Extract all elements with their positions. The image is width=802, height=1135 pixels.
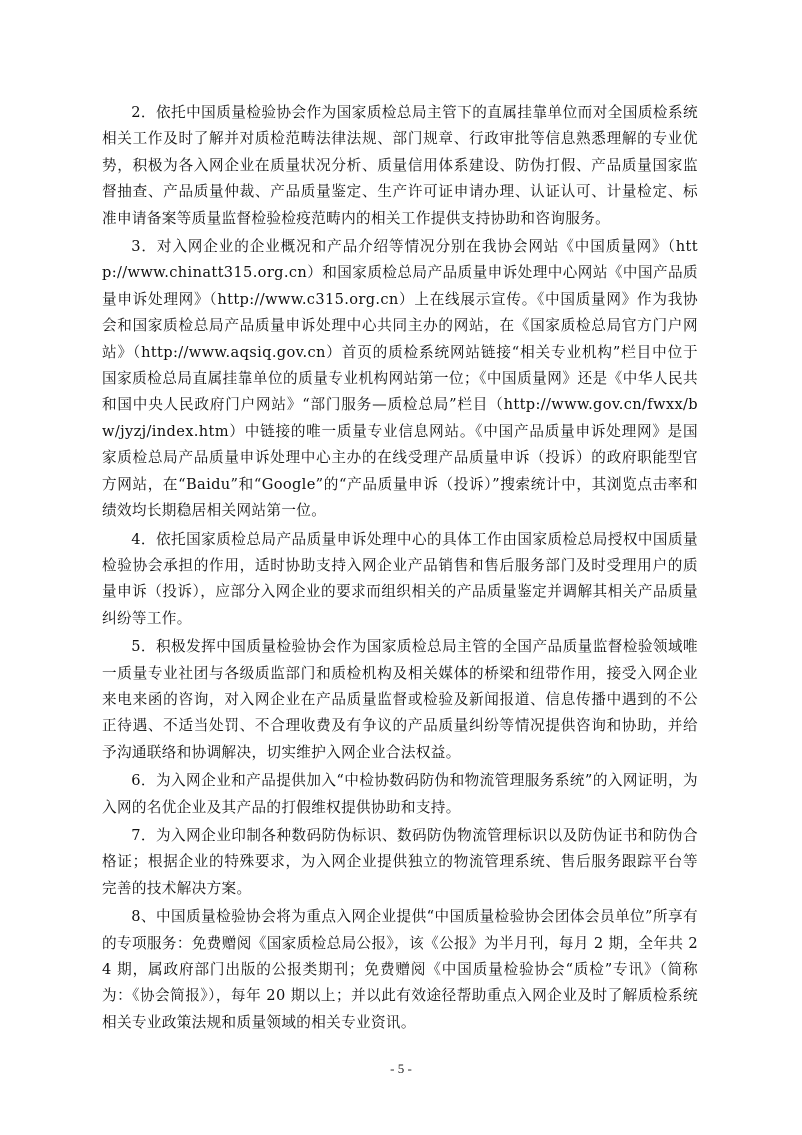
paragraph-item-2: 2．依托中国质量检验协会作为国家质检总局主管下的直属挂靠单位而对全国质检系统相关工作及时了解并对质检范畴法律法规、部门规章、行政审批等信息熟悉理解的专业优势，积极为各入网企业在质量状况分析、质量信用体系建设、防伪打假、产品质量国家监督抽查、产品质量仲裁、产品质量鉴定、生产许可证申请办理、认证认可、计量检定、标准申请备案等质量监督检验检疫范畴内的相关工作提供支持协助和咨询服务。 bbox=[102, 104, 698, 227]
document-body bbox=[102, 100, 698, 1038]
paragraph-item-8: 8、中国质量检验协会将为重点入网企业提供“中国质量检验协会团体会员单位”所享有的专项服务：免费赠阅《国家质检总局公报》，该《公报》为半月刊，每月 2 期，全年共 24 期，属政府部门出版的公报类期刊；免费赠阅《中国质量检验协会“质检”专讯》（简称为：《协会简报》），每年 20 期以上；并以此有效途径帮助重点入网企业及时了解质检系统相关专业政策法规和质量领域的相关专业资讯。 bbox=[102, 908, 698, 1031]
paragraph-item-6: 6．为入网企业和产品提供加入“中检协数码防伪和物流管理服务系统”的入网证明，为入网的名优企业及其产品的打假维权提供协助和支持。 bbox=[102, 772, 698, 816]
page-number: - 5 - bbox=[390, 1061, 412, 1076]
paragraph-item-7: 7．为入网企业印制各种数码防伪标识、数码防伪物流管理标识以及防伪证书和防伪合格证；根据企业的特殊要求，为入网企业提供独立的物流管理系统、售后服务跟踪平台等完善的技术解决方案。 bbox=[102, 826, 698, 897]
paragraph-item-5: 5．积极发挥中国质量检验协会作为国家质检总局主管的全国产品质量监督检验领域唯一质量专业社团与各级质监部门和质检机构及相关媒体的桥梁和纽带作用，接受入网企业来电来函的咨询，对入网企业在产品质量监督或检验及新闻报道、信息传播中遇到的不公正待遇、不适当处罚、不合理收费及有争议的产品质量纠纷等情况提供咨询和协助，并给予沟通联络和协调解决，切实维护入网企业合法权益。 bbox=[102, 638, 698, 761]
paragraph-item-3: 3．对入网企业的企业概况和产品介绍等情况分别在我协会网站《中国质量网》（http://www.chinatt315.org.cn）和国家质检总局产品质量申诉处理中心网站《中国产品质量申诉处理网》（http://www.c315.org.cn）上在线展示宣传。《中国质量网》作为我协会和国家质检总局产品质量申诉处理中心共同主办的网站，在《国家质检总局官方门户网站》（http://www.aqsiq.gov.cn）首页的质检系统网站链接“相关专业机构”栏目中位于国家质检总局直属挂靠单位的质量专业机构网站第一位；《中国质量网》还是《中华人民共和国中央人民政府门户网站》“部门服务—质检总局”栏目（http://www.gov.cn/fwxx/bw/jyzj/index.htm）中链接的唯一质量专业信息网站。《中国产品质量申诉处理网》是国家质检总局产品质量申诉处理中心主办的在线受理产品质量申诉（投诉）的政府职能型官方网站，在“Baidu”和“Google”的“产品质量申诉（投诉）”搜索统计中，其浏览点击率和绩效均长期稳居相关网站第一位。 bbox=[102, 238, 698, 520]
paragraph-item-4: 4．依托国家质检总局产品质量申诉处理中心的具体工作由国家质检总局授权中国质量检验协会承担的作用，适时协助支持入网企业产品销售和售后服务部门及时受理用户的质量申诉（投诉），应部分入网企业的要求而组织相关的产品质量鉴定并调解其相关产品质量纠纷等工作。 bbox=[102, 530, 698, 627]
